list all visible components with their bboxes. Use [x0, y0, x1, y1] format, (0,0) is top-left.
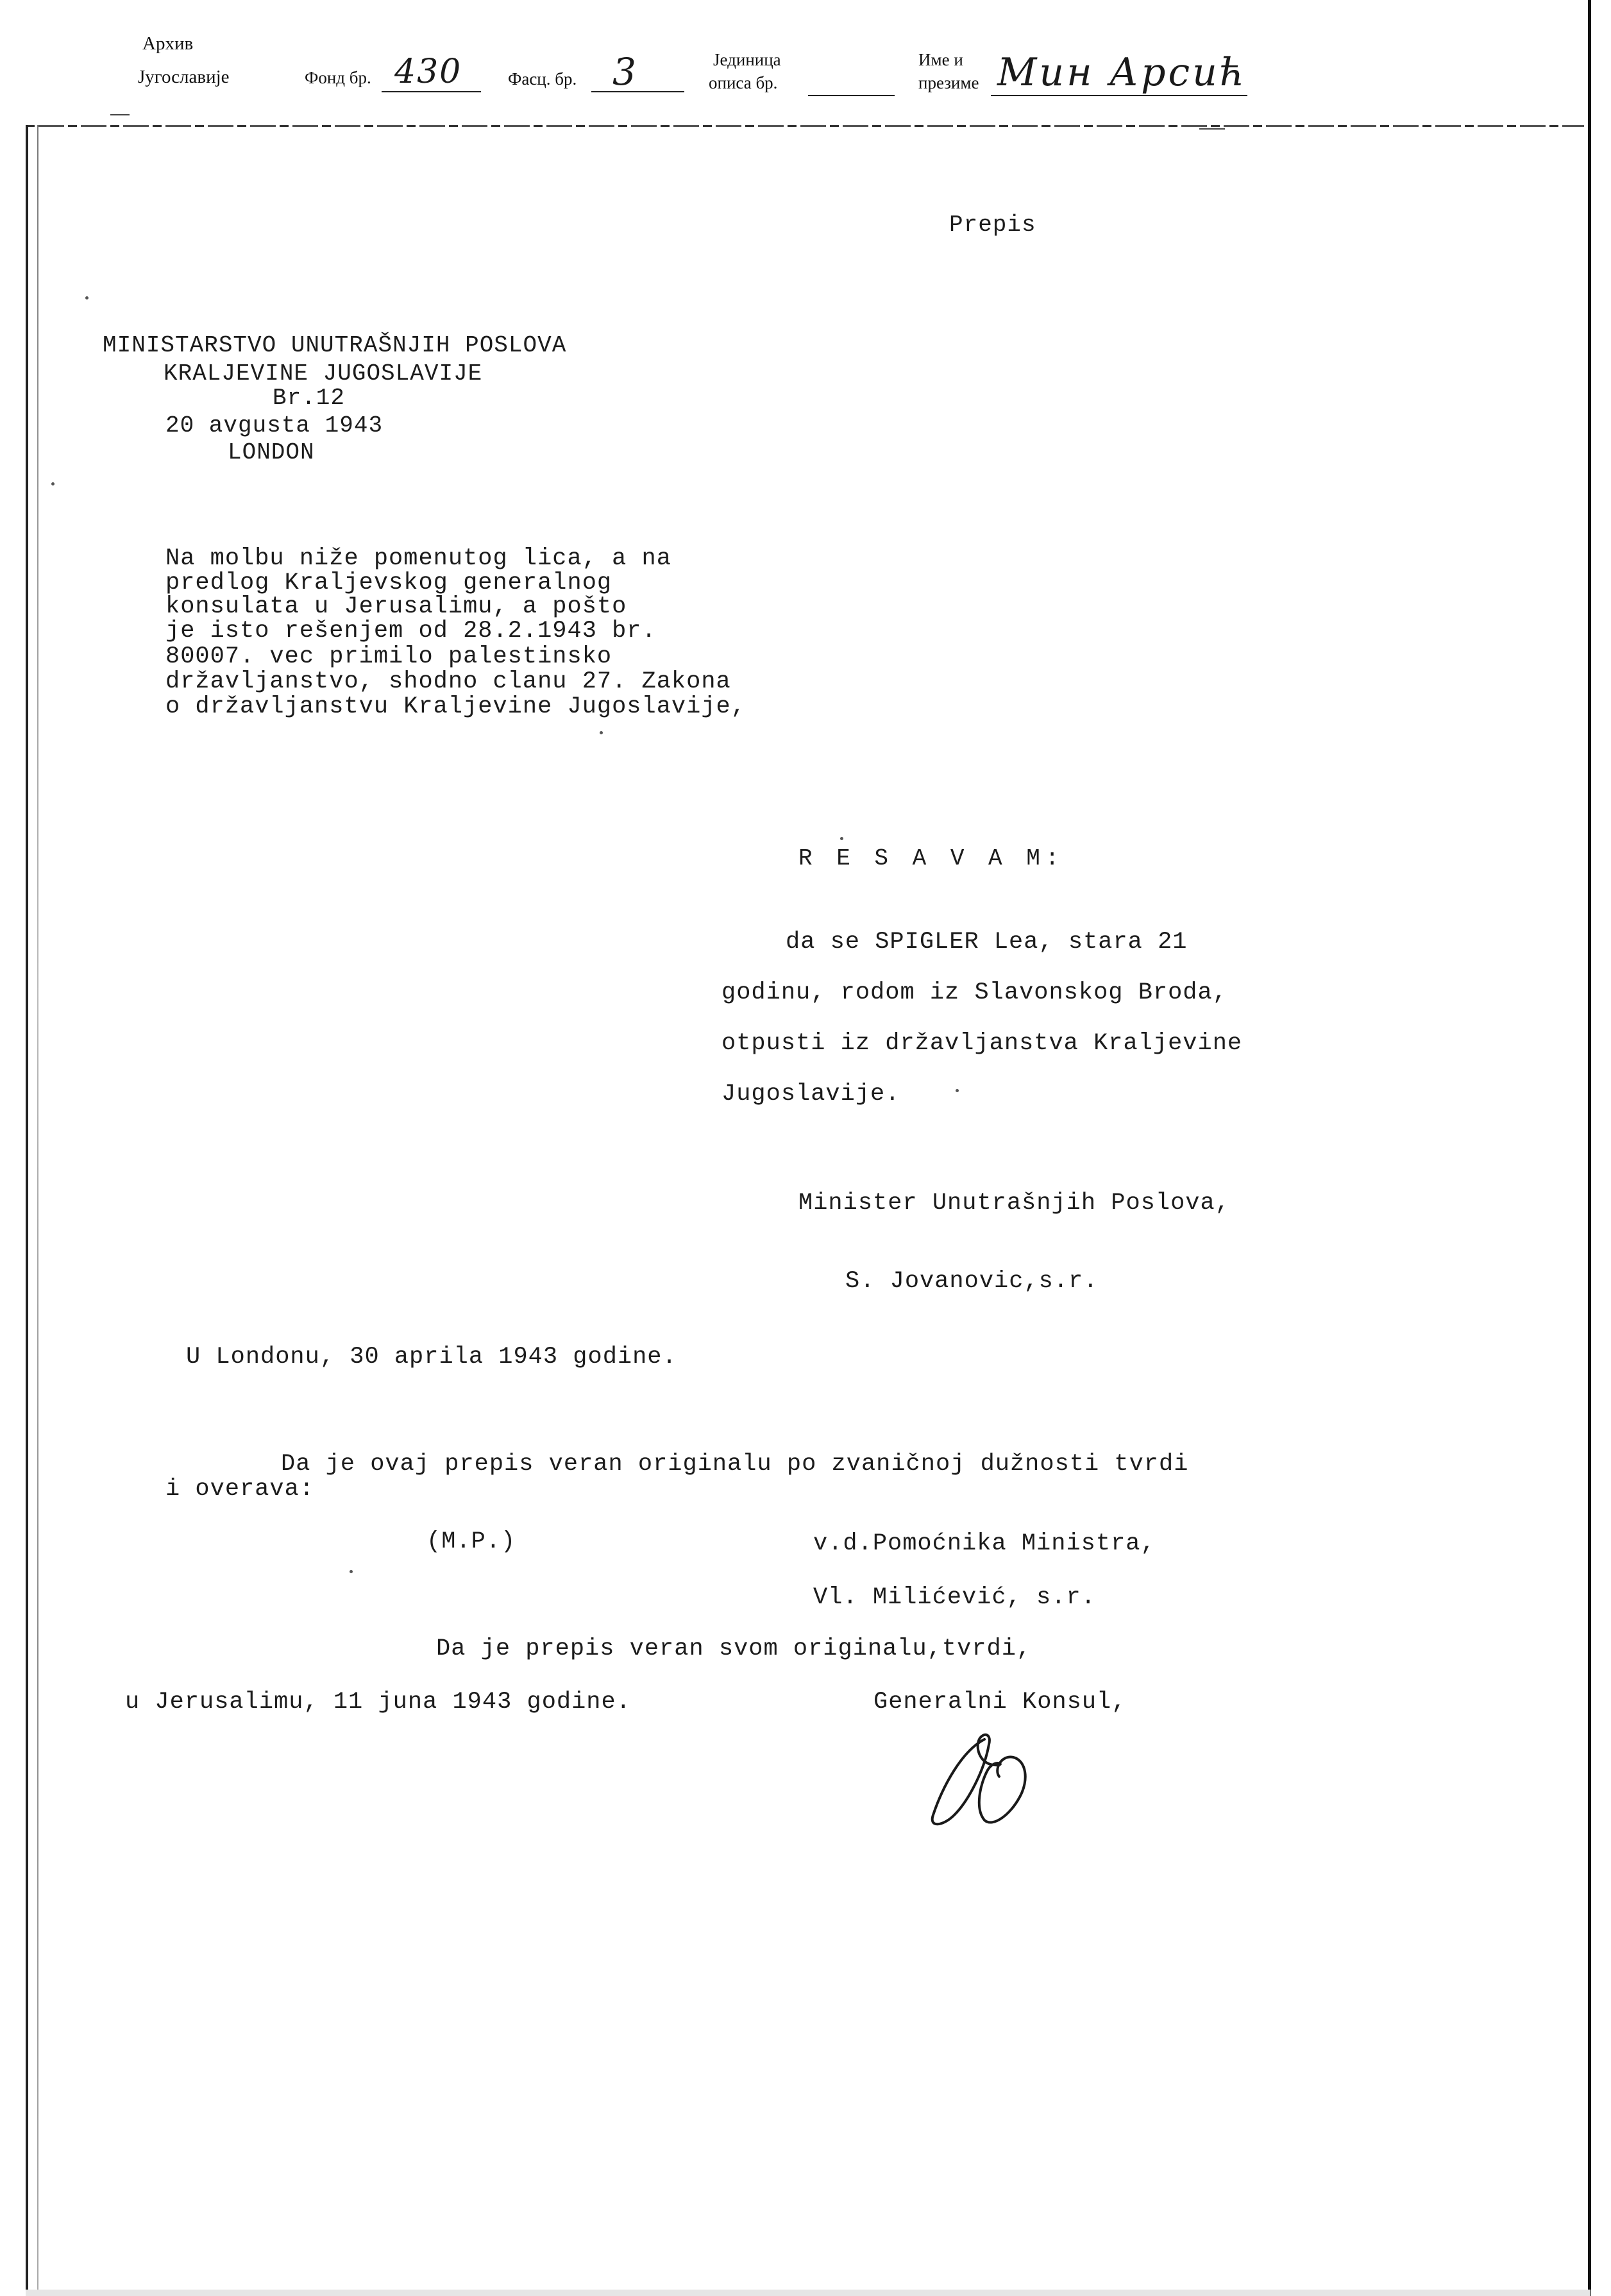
document-date: 20 avgusta 1943 — [165, 412, 384, 439]
scan-speck — [600, 731, 603, 734]
issue-place-date: U Londonu, 30 aprila 1943 godine. — [186, 1344, 677, 1371]
preamble-line: o državljanstvu Kraljevine Jugoslavije, — [165, 693, 746, 720]
ministry-line2: KRALJEVINE JUGOSLAVIJE — [164, 360, 483, 387]
scan-right-edge — [1588, 0, 1591, 2296]
preamble-line: je isto rešenjem od 28.2.1943 br. — [165, 618, 657, 645]
ministry-line1: MINISTARSTVO UNUTRAŠNJIH POSLOVA — [103, 332, 567, 359]
document-place: LONDON — [228, 439, 315, 466]
scan-top-edge — [26, 125, 1584, 127]
resolution-line: Jugoslavije. — [721, 1081, 900, 1108]
consul-title: Generalni Konsul, — [873, 1689, 1127, 1716]
fasc-value: 3 — [612, 50, 637, 94]
consul-signature — [924, 1725, 1058, 1834]
scan-bottom-edge — [26, 2290, 1590, 2296]
preamble-line: predlog Kraljevskog generalnog — [165, 570, 612, 596]
minister-name: S. Jovanovic,s.r. — [845, 1268, 1099, 1295]
fond-label: Фонд бр. — [305, 68, 371, 87]
scan-left-edge — [26, 125, 28, 2296]
scan-speck — [350, 1570, 353, 1573]
preamble-line: 80007. vec primilo palestinsko — [165, 643, 612, 670]
preamble-line: Na molbu niže pomenutog lica, a na — [165, 545, 671, 572]
scan-mark — [1199, 128, 1225, 130]
unit-underline — [808, 95, 895, 96]
document-number: Br.12 — [273, 385, 346, 411]
fasc-underline — [591, 91, 684, 92]
scan-speck — [956, 1089, 959, 1092]
resolution-line: da se SPIGLER Lea, stara 21 — [786, 929, 1188, 956]
preamble-line: državljanstvo, shodno clanu 27. Zakona — [165, 668, 731, 695]
document-heading: Prepis — [949, 212, 1036, 238]
fond-value: 430 — [394, 53, 462, 91]
fond-underline — [382, 91, 481, 92]
unit-label-line2: описа бр. — [709, 73, 778, 92]
archive-name-line1: Архив — [142, 33, 194, 54]
certification-line1: Da je ovaj prepis veran originalu po zvaničnoj dužnosti tvrdi — [281, 1451, 1189, 1478]
jerusalem-place-date: u Jerusalimu, 11 juna 1943 godine. — [125, 1689, 631, 1716]
minister-title: Minister Unutrašnjih Poslova, — [798, 1190, 1230, 1217]
name-label-line2: презиме — [918, 73, 979, 92]
unit-label-line1: Јединица — [713, 50, 781, 69]
name-value: Мин Арсић — [997, 50, 1247, 95]
preamble-line: konsulata u Jerusalimu, a pošto — [165, 593, 627, 620]
certification-line2: i overava: — [165, 1476, 315, 1503]
deputy-title: v.d.Pomoćnika Ministra, — [813, 1530, 1156, 1557]
scan-left-shadow — [37, 125, 38, 2296]
name-underline — [991, 95, 1247, 96]
name-label-line1: Име и — [918, 50, 963, 69]
second-certification: Da je prepis veran svom originalu,tvrdi, — [436, 1635, 1032, 1662]
fasc-label: Фасц. бр. — [508, 69, 577, 89]
resolution-heading: R E S A V A M: — [798, 845, 1065, 872]
scan-speck — [85, 296, 89, 300]
deputy-name: Vl. Milićević, s.r. — [813, 1584, 1096, 1611]
resolution-line: godinu, rodom iz Slavonskog Broda, — [721, 979, 1227, 1006]
scan-speck — [840, 837, 843, 840]
scan-speck — [51, 482, 55, 485]
scan-mark — [110, 114, 130, 115]
resolution-line: otpusti iz državljanstva Kraljevine — [721, 1030, 1243, 1057]
archive-name-line2: Југославије — [138, 67, 230, 87]
seal-mark: (M.P.) — [426, 1528, 516, 1555]
